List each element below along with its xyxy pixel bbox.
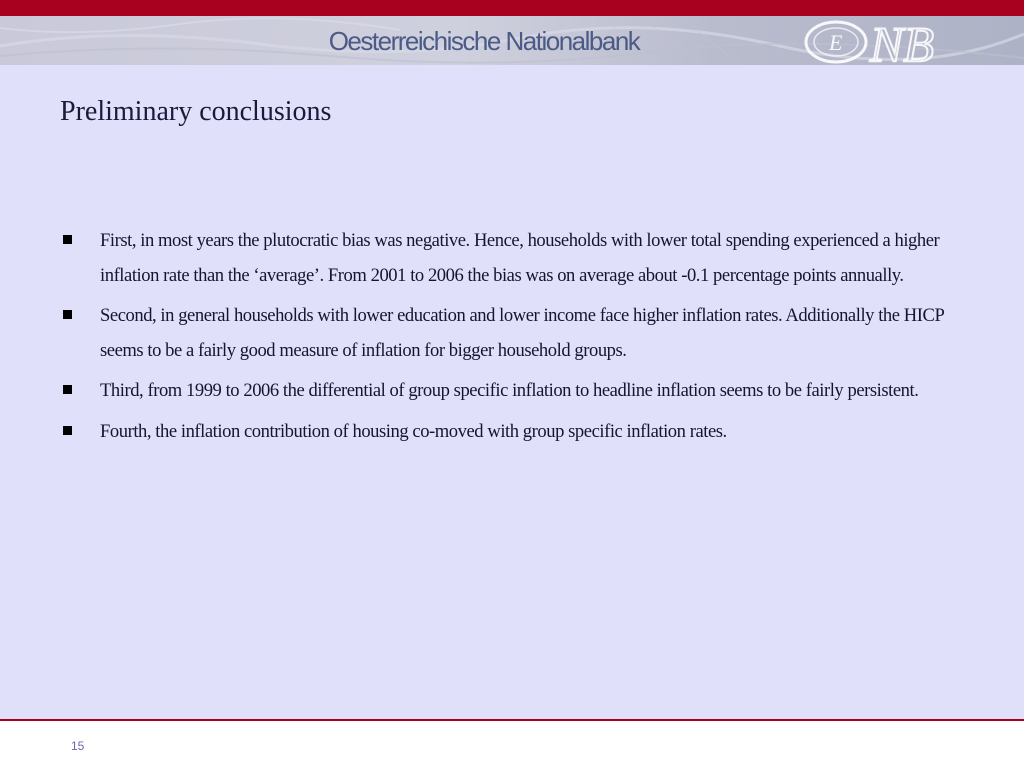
square-bullet-icon — [63, 235, 72, 244]
footer — [0, 721, 1024, 768]
bullet-item — [62, 224, 962, 293]
square-bullet-icon — [63, 426, 72, 435]
bullet-item — [62, 415, 962, 450]
svg-text:NB: NB — [870, 17, 934, 65]
square-bullet-icon — [63, 385, 72, 394]
onb-logo-icon — [792, 17, 1012, 65]
bullet-item — [62, 299, 962, 368]
bullet-text: First, in most years the plutocratic bias was negative. Hence, households with lower total spending experienced a higher inflation rate than the ‘average’. From 2001 to 2006 the bias was on average about -0.1 percentage points annually. — [100, 230, 940, 286]
bullet-text: Second, in general households with lower education and lower income face higher inflation rates. Additionally the HICP seems to be a fairly good measure of inflation for bigger household groups. — [100, 305, 944, 361]
page-number: 15 — [71, 739, 85, 753]
bullet-item — [62, 374, 962, 409]
top-accent-bar — [0, 0, 1024, 16]
bullet-text: Fourth, the inflation contribution of housing co-moved with group specific inflation rates. — [100, 420, 727, 442]
bank-name: Oesterreichische Nationalbank — [328, 26, 640, 56]
bullet-text: Third, from 1999 to 2006 the differential of group specific inflation to headline inflation seems to be fairly persistent. — [100, 380, 919, 401]
footer-accent-line — [0, 719, 1024, 721]
svg-text:E: E — [829, 30, 843, 55]
slide-title: Preliminary conclusions — [60, 96, 332, 127]
bullet-list — [62, 224, 962, 455]
square-bullet-icon — [63, 310, 72, 319]
